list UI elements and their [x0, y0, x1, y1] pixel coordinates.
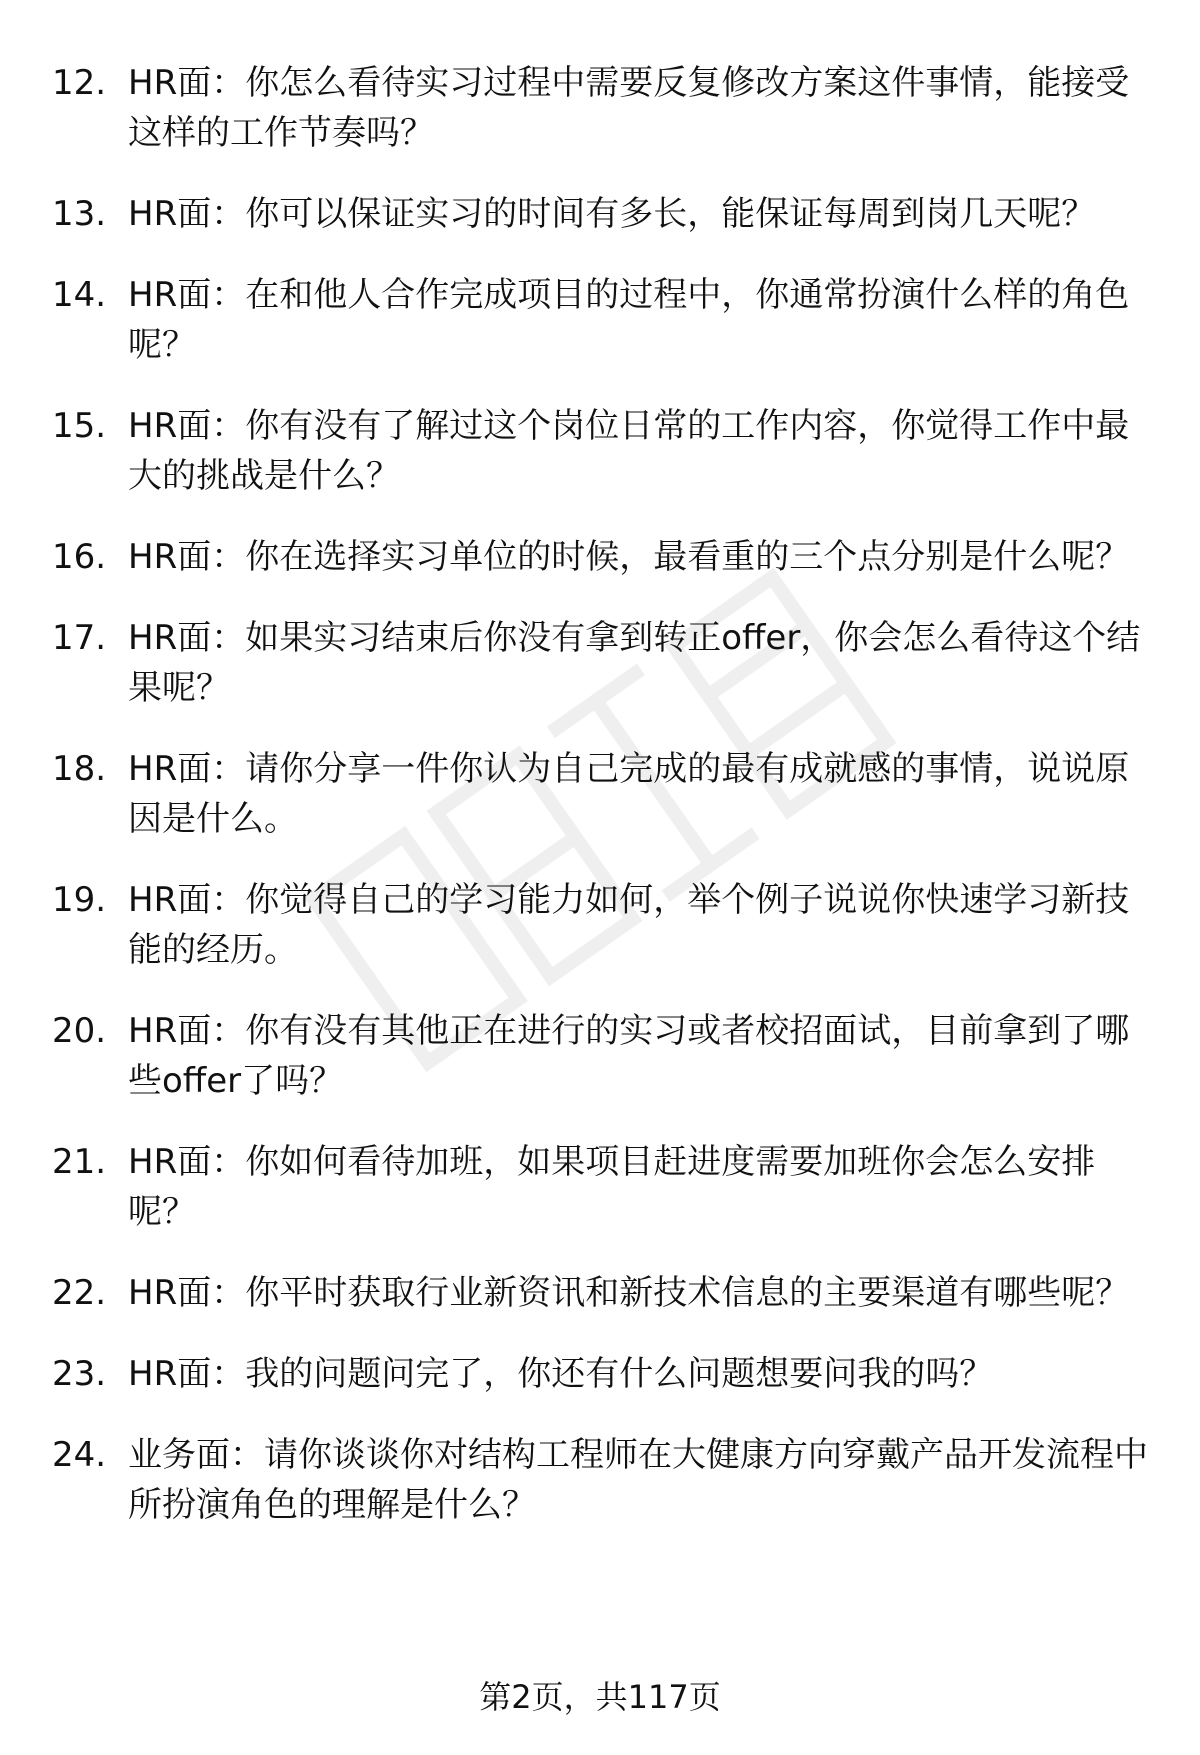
- list-item: [52, 744, 1162, 844]
- list-item: [52, 613, 1162, 713]
- question-text: HR面：你有没有了解过这个岗位日常的工作内容，你觉得工作中最大的挑战是什么？: [128, 406, 1130, 496]
- question-number: 15.: [52, 406, 107, 446]
- question-number: 18.: [52, 749, 107, 789]
- question-text: HR面：你如何看待加班，如果项目赶进度需要加班你会怎么安排呢？: [128, 1142, 1096, 1232]
- question-text: HR面：你觉得自己的学习能力如何，举个例子说说你快速学习新技能的经历。: [128, 880, 1130, 970]
- question-text: HR面：你有没有其他正在进行的实习或者校招面试，目前拿到了哪些offer了吗？: [128, 1011, 1130, 1101]
- list-item: [52, 532, 1162, 582]
- question-text: HR面：我的问题问完了，你还有什么问题想要问我的吗？: [128, 1354, 994, 1394]
- question-number: 19.: [52, 880, 107, 920]
- question-text: HR面：请你分享一件你认为自己完成的最有成就感的事情，说说原因是什么。: [128, 749, 1130, 839]
- question-text: HR面：在和他人合作完成项目的过程中，你通常扮演什么样的角色呢？: [128, 275, 1130, 365]
- list-item: [52, 58, 1162, 158]
- question-number: 14.: [52, 275, 107, 315]
- list-item: [52, 189, 1162, 239]
- question-text: HR面：你可以保证实习的时间有多长，能保证每周到岗几天呢？: [128, 194, 1096, 234]
- list-item: [52, 1006, 1162, 1106]
- question-number: 23.: [52, 1354, 107, 1394]
- list-item: [52, 401, 1162, 501]
- list-item: [52, 1268, 1162, 1318]
- page-footer: [0, 1675, 1200, 1719]
- list-item: [52, 270, 1162, 370]
- question-text: HR面：你怎么看待实习过程中需要反复修改方案这件事情，能接受这样的工作节奏吗？: [128, 63, 1130, 153]
- question-text: HR面：如果实习结束后你没有拿到转正offer，你会怎么看待这个结果呢？: [128, 618, 1141, 708]
- question-number: 16.: [52, 537, 107, 577]
- question-text: HR面：你在选择实习单位的时候，最看重的三个点分别是什么呢？: [128, 537, 1130, 577]
- list-item: [52, 1349, 1162, 1399]
- question-number: 12.: [52, 63, 107, 103]
- list-item: [52, 1430, 1162, 1530]
- question-number: 22.: [52, 1273, 107, 1313]
- question-list: [52, 58, 1162, 1561]
- question-text: HR面：你平时获取行业新资讯和新技术信息的主要渠道有哪些呢？: [128, 1273, 1130, 1313]
- question-number: 13.: [52, 194, 107, 234]
- question-number: 17.: [52, 618, 107, 658]
- question-text: 业务面：请你谈谈你对结构工程师在大健康方向穿戴产品开发流程中所扮演角色的理解是什么？: [128, 1435, 1148, 1525]
- question-number: 21.: [52, 1142, 107, 1182]
- list-item: [52, 875, 1162, 975]
- list-item: [52, 1137, 1162, 1237]
- question-number: 20.: [52, 1011, 107, 1051]
- question-number: 24.: [52, 1435, 107, 1475]
- page-number-label: 第2页，共117页: [479, 1678, 721, 1716]
